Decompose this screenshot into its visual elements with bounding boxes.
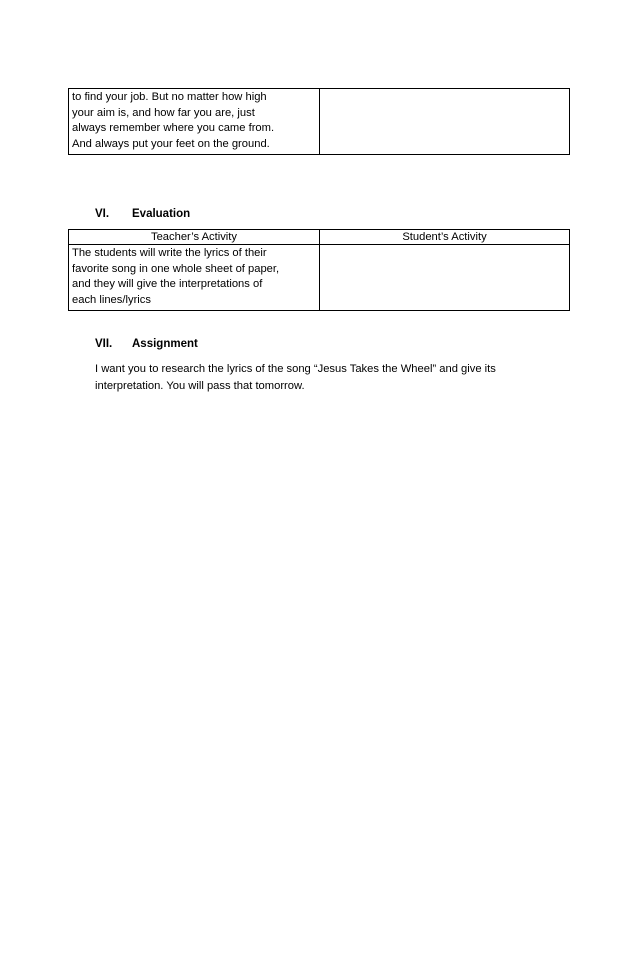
cell-line: and they will give the interpretations of [72,278,263,290]
cell-line: The students will write the lyrics of their [72,247,267,259]
cell-line: each lines/lyrics [72,293,151,306]
continued-activity-table [68,88,570,155]
section-title: Assignment [132,338,198,350]
column-header-student: Student’s Activity [320,230,570,245]
teacher-activity-cell [69,245,320,311]
cell-line: always remember where you came from. [72,122,275,134]
evaluation-table [68,229,570,311]
table-row [69,245,570,311]
teacher-activity-cell [69,89,320,155]
cell-line: your aim is, and how far you are, just [72,106,255,119]
table-header-row [69,230,570,245]
student-activity-cell [320,245,570,311]
assignment-text: I want you to research the lyrics of the song “Jesus Takes the Wheel” and give its interpretation. You will pass that tomorrow. [95,363,496,392]
cell-line: And always put your feet on the ground. [72,137,270,150]
section-number: VI. [95,208,110,220]
section-number: VII. [95,338,113,350]
section-title: Evaluation [132,208,191,220]
table-row [69,89,570,155]
cell-line: to find your job. But no matter how high [72,91,267,103]
cell-line: favorite song in one whole sheet of paper, [72,262,280,275]
column-header-teacher: Teacher’s Activity [69,230,320,245]
student-activity-cell [320,89,570,155]
